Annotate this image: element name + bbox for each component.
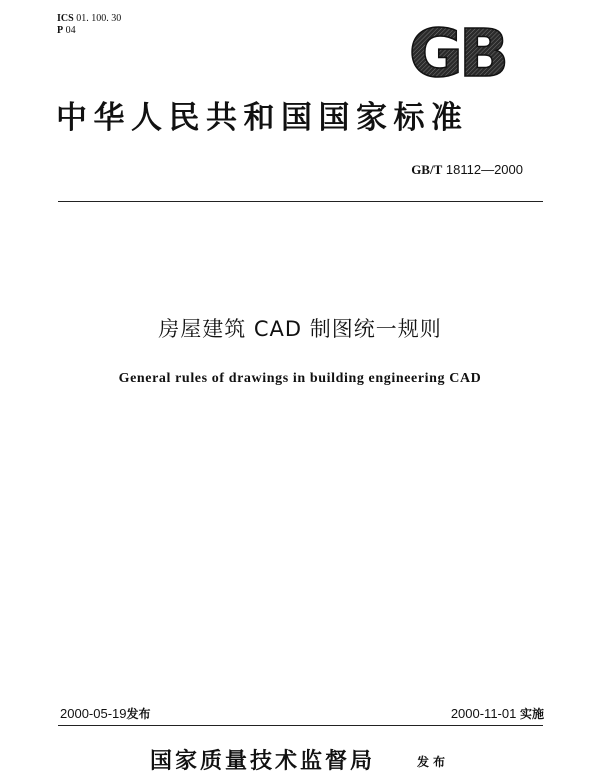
document-title-chinese: 房屋建筑 CAD 制图统一规则: [158, 317, 442, 341]
issue-date: [60, 706, 151, 722]
issuing-authority: 国家质量技术监督局: [150, 748, 376, 774]
ics-code: 01. 100. 30: [76, 13, 122, 24]
bottom-divider: [58, 725, 543, 726]
issuing-authority-suffix: 发布: [417, 755, 450, 769]
ccs-line: [57, 25, 121, 37]
ccs-label: P: [57, 25, 64, 36]
standard-code: GB/T: [411, 162, 443, 177]
ccs-code: 04: [65, 25, 76, 36]
national-standard-title: 中华人民共和国国家标准: [56, 100, 469, 136]
implementation-date-suffix: 实施: [519, 707, 544, 721]
standard-number-value: 18112—2000: [445, 162, 523, 177]
classification-codes: [57, 13, 121, 37]
ics-label: ICS: [57, 13, 74, 24]
implementation-date: [451, 706, 544, 722]
logo-letters: GB: [408, 21, 506, 83]
top-divider: [58, 201, 543, 202]
document-title-english: General rules of drawings in building engineering CAD: [118, 371, 482, 386]
issue-date-suffix: 发布: [126, 707, 151, 721]
ics-line: [57, 13, 121, 25]
issue-date-value: 2000-05-19: [60, 706, 127, 721]
gb-logo-icon: [402, 21, 512, 83]
implementation-date-value: 2000-11-01: [450, 706, 517, 721]
standard-number: [411, 162, 523, 178]
